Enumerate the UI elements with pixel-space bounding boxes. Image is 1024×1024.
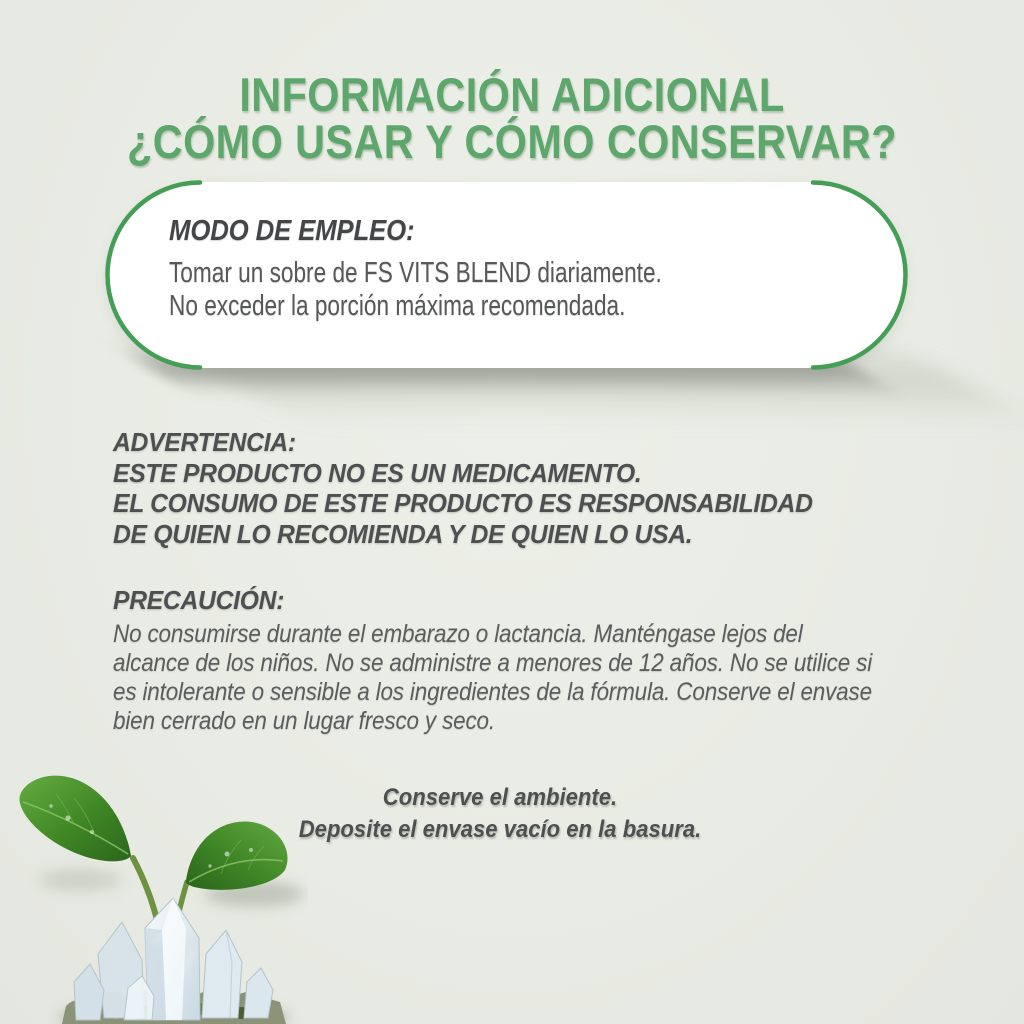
precaution-heading: PRECAUCIÓN: xyxy=(113,585,285,615)
page-title xyxy=(61,68,962,168)
right-leaf xyxy=(186,822,288,890)
plant-crystal-illustration xyxy=(0,762,308,1024)
environment-line1: Conserve el ambiente. xyxy=(382,784,618,811)
warning-line: EL CONSUMO DE ESTE PRODUCTO ES RESPONSABILIDAD xyxy=(113,488,813,518)
usage-line: No exceder la porción máxima recomendada. xyxy=(169,290,626,322)
usage-body xyxy=(169,257,662,323)
precaution-line: No consumirse durante el embarazo o lactancia. Manténgase lejos del xyxy=(113,620,803,648)
page-title-line1: INFORMACIÓN ADICIONAL xyxy=(239,68,785,121)
page-title-line2: ¿CÓMO USAR Y CÓMO CONSERVAR? xyxy=(127,115,897,168)
right-arc xyxy=(813,183,906,368)
precaution-section xyxy=(113,620,872,736)
usage-box xyxy=(103,180,910,370)
warning-heading: ADVERTENCIA: xyxy=(113,427,296,457)
warning-line: DE QUIEN LO RECOMIENDA Y DE QUIEN LO USA. xyxy=(113,518,693,549)
warning-section xyxy=(113,427,813,549)
precaution-line: alcance de los niños. No se administre a menores de 12 años. No se utilice si xyxy=(113,649,873,677)
warning-line: ESTE PRODUCTO NO ES UN MEDICAMENTO. xyxy=(113,457,642,488)
environment-line2: Deposite el envase vacío en la basura. xyxy=(298,816,702,843)
left-leaf xyxy=(19,776,131,862)
usage-heading: MODO DE EMPLEO: xyxy=(169,215,415,247)
usage-line: Tomar un sobre de FS VITS BLEND diariamente. xyxy=(169,257,662,289)
precaution-line: bien cerrado en un lugar fresco y seco. xyxy=(113,707,495,735)
precaution-line: es intolerante o sensible a los ingredientes de la fórmula. Conserve el envase xyxy=(113,678,872,706)
